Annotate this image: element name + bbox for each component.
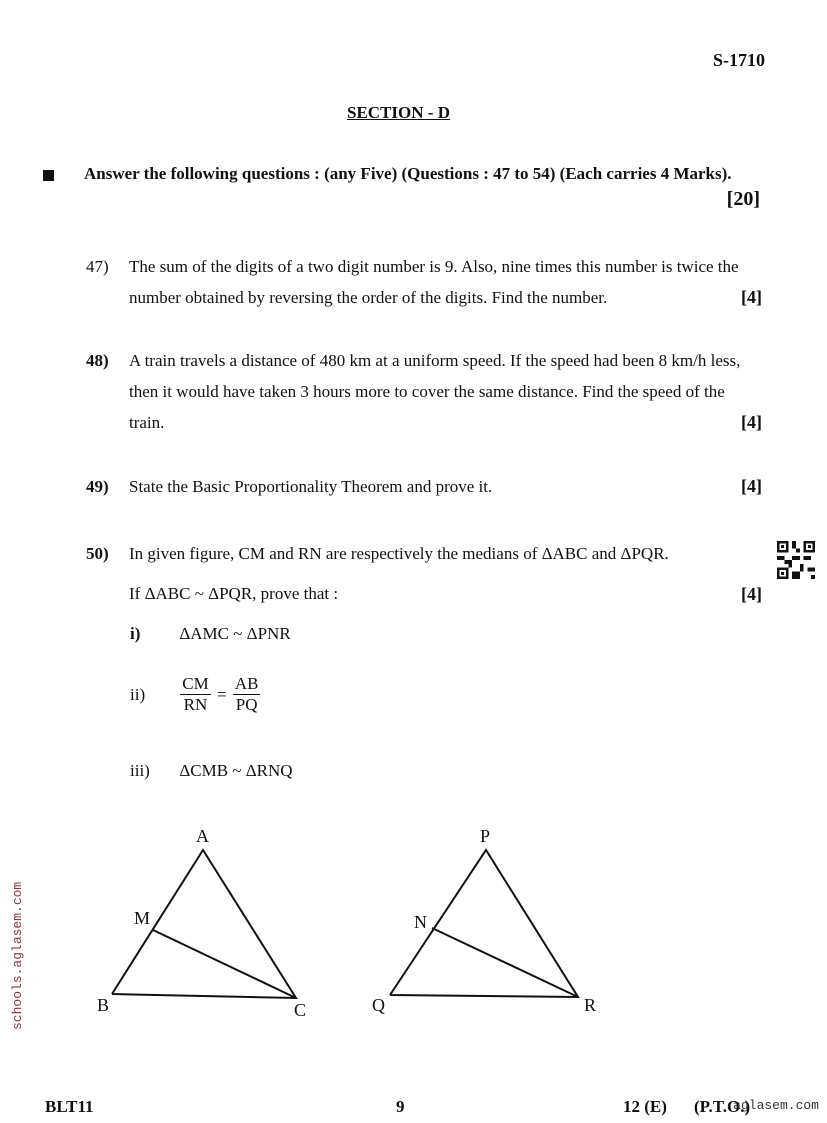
side-watermark: schools.aglasem.com [10,881,25,1030]
vertex-label-q: Q [372,995,385,1015]
question-number: 48) [86,351,109,370]
question-text-line1: In given figure, CM and RN are respectively the medians of ΔABC and ΔPQR. [129,544,669,563]
footer-code: BLT11 [45,1097,94,1116]
question-marks: [4] [741,412,762,432]
vertex-label-a: A [196,826,209,846]
question-number: 47) [86,257,109,276]
question-text-line2: If ΔABC ~ ΔPQR, prove that : [129,584,339,603]
numerator: AB [234,674,259,693]
equals-sign: = [216,684,227,704]
instructions: Answer the following questions : (any Five) (Questions : 47 to 54) (Each carries 4 Marks). [84,164,732,183]
subpart-label: ii) [130,684,146,704]
paper-code: S-1710 [712,50,765,70]
vertex-label-r: R [584,995,597,1015]
subpart-label: iii) [130,761,150,780]
question-marks: [4] [741,584,762,604]
footer-variant: 12 (E) [623,1097,667,1116]
page-number: 9 [396,1097,405,1116]
subpart-text: ΔAMC ~ ΔPNR [179,624,291,643]
question-text: A train travels a distance of 480 km at a uniform speed. If the speed had been 8 km/h less, then it would have taken 3 hours more to cover the same distance. Find the speed of the train. [129,351,741,432]
vertex-label-c: C [294,1000,307,1020]
numerator: CM [182,674,209,693]
question-text: The sum of the digits of a two digit number is 9. Also, nine times this number is twice the number obtained by reversing the order of the digits. Find the number. [129,257,739,307]
pto-label: (P.T.O.) [694,1097,751,1116]
vertex-label-n: N [414,912,427,932]
question-marks: [4] [741,287,762,307]
subpart-text: ΔCMB ~ ΔRNQ [179,761,293,780]
vertex-label-m: M [134,908,151,928]
question-marks: [4] [741,476,762,496]
total-marks: [20] [726,188,760,210]
question-number: 49) [86,477,109,496]
denominator: PQ [235,695,258,714]
section-title: SECTION - D [347,103,450,122]
subpart-label: i) [130,624,141,643]
footer-watermark: aglasem.com [733,1098,819,1113]
question-text: State the Basic Proportionality Theorem and prove it. [129,477,493,496]
vertex-label-p: P [480,826,491,846]
denominator: RN [183,695,208,714]
vertex-label-b: B [97,995,110,1015]
question-number: 50) [86,544,109,563]
